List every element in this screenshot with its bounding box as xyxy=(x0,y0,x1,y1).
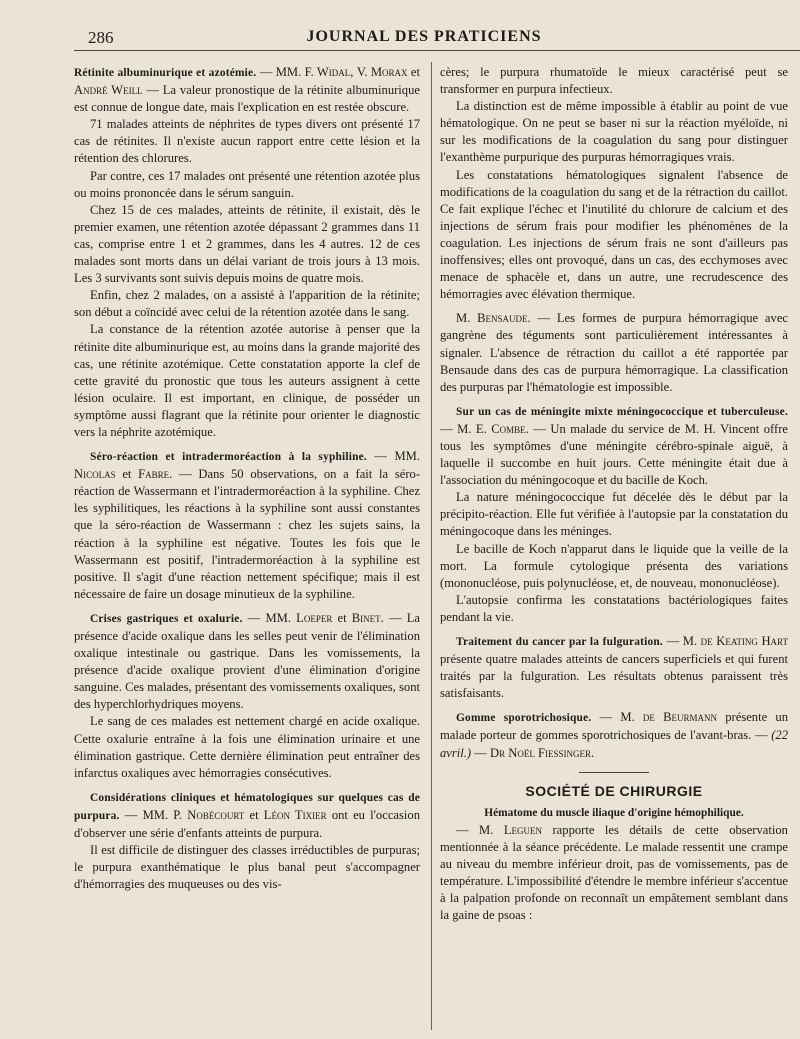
article-retinite: Rétinite albuminurique et azotémie. — MM. F. Widal, V. Morax et André Weill — La valeur pronostique de la rétinite albuminurique est connue de longue date, mais l'explication en est restée obscure. xyxy=(74,65,420,115)
article-authors: MM. Nicolas xyxy=(74,449,420,482)
article-heading: Rétinite albuminurique et azotémie. xyxy=(74,67,257,79)
article-authors: MM. F. Widal, xyxy=(275,65,354,79)
article-hematome: — M. Leguen rapporte les détails de cette observation mentionnée à la séance précédente. Le malade ressentit une crampe au niveau du membre inférieur droit, pas de vomissements, pas de température. L'impossibilité d'étendre le membre inférieur s'accentue à la palpation profonde on reconnaît un empâtement semblant dans la gaine de psoas : xyxy=(440,822,788,923)
article-authors: M. de Keating Hart xyxy=(682,634,788,648)
paragraph: La nature méningococcique fut décelée dès le début par la précipito-réaction. Elle fut vérifiée à l'autopsie par la constatation du méningocoque dans les méninges. xyxy=(440,490,788,539)
article-heading: Considérations cliniques et hématologiques sur quelques cas de purpura. xyxy=(74,791,420,822)
article-authors: M. E. Combe. xyxy=(457,421,529,436)
section-rule xyxy=(579,772,649,773)
article-authors: M. Bensaude. xyxy=(456,311,531,326)
article-text: Dans 50 observations, on a fait la séro-réaction de Wassermann et l'intradermoréaction à la syphiline. Chez les syphilitiques, les réactions à la syphiline sont aussi constantes que la séro-réaction de Wassermann : chez les sujets sains, la réaction à la syphiline est négative. Toutes les fois que le Wassermann est positif, l'intradermoréaction à la syphiline est positive. Il s'agit d'une réaction nettement spécifique; mais il est nécessaire de faire un dosage minutieux de la syphiline. xyxy=(74,467,421,601)
paragraph: Par contre, ces 17 malades ont présenté une rétention azotée plus ou moins prononcée dans le sérum sanguin. xyxy=(74,168,420,200)
article-text: rapporte les détails de cette observation mentionnée à la séance précédente. Le malade ressentit une crampe au niveau du membre inférieur droit, pas de vomissements, pas de température. L'impossibilité d'étendre le membre inférieur s'accentue à la palpation profonde on reconnaît un empâtement semblant dans la gaine de psoas : xyxy=(440,822,788,923)
signature: Dr Noël Fiessinger. xyxy=(490,745,595,760)
article-text: présente un malade porteur de gommes sporotrichosiques de l'avant-bras. xyxy=(440,710,788,743)
article-authors: MM. P. Nobécourt xyxy=(142,807,245,822)
paragraph: Chez 15 de ces malades, atteints de rétinite, il existait, dès le premier examen, une rétention azotée dépassant 2 grammes dans 11 cas, comprise entre 1 et 2 grammes, dans les 4 autres. 12 de ces malades sont morts dans un délai variant de trois jours à 13 mois. Les 3 survivants sont suivis depuis moins de quatre mois. xyxy=(74,202,420,286)
paragraph: La constance de la rétention azotée autorise à penser que la rétinite dite albuminurique est, au moins dans la grande majorité des cas, une rétinite azotémique. Cette constatation apporte la clef de cette gravité du pronostic que tous les auteurs assignent à cette lésion oculaire. Il est important, en clinique, de posséder un symptôme aussi flagrant que la rétinite pour orienter le diagnostic vers la néphrite azotémique. xyxy=(74,322,420,439)
paragraph: 71 malades atteints de néphrites de types divers ont présenté 17 cas de rétinites. Il n'existe aucun rapport entre cette lésion et la rétention des chlorures. xyxy=(74,117,420,166)
section-header xyxy=(440,772,788,801)
paragraph: La distinction est de même impossible à établir au point de vue hématologique. On ne peut se baser ni sur la réaction myéloïde, ni sur les modifications de la coagulation du sang pour distinguer l'exanthème purpurique des purpuras hémorragiques vrais. xyxy=(440,99,788,165)
article-authors: M. de Beurmann xyxy=(620,710,718,725)
article-fulguration: Traitement du cancer par la fulguration. — M. de Keating Hart présente quatre malades atteints de cancers superficiels et qui furent traités par la fulguration. Les résultats obtenus paraissent très satisfaisants. xyxy=(440,634,788,701)
article-authors: Binet. xyxy=(351,610,384,625)
header-rule xyxy=(74,50,800,51)
article-heading: Séro-réaction et intradermoréaction à la syphiline. xyxy=(90,451,367,464)
article-meningite: Sur un cas de méningite mixte méningococcique et tuberculeuse. — M. E. Combe. — Un malade du service de M. H. Vincent offre tous les symptômes d'une méningite cérébro-spinale aiguë, à laquelle il succombe en huit jours. Cette méningite était due à l'association du méningocoque et du bacille de Koch. xyxy=(440,405,788,488)
article-text: La valeur pronostique de la rétinite albuminurique est connue de longue date, mais l'explication en est restée obscure. xyxy=(74,83,420,115)
right-column xyxy=(440,64,788,924)
article-authors: André Weill xyxy=(74,83,143,98)
article-authors: Léon Tixier xyxy=(263,807,327,822)
bensaude-paragraph: M. Bensaude. — Les formes de purpura hémorragique avec gangrène des téguments sont particulièrement intéressantes à signaler. L'absence de rétraction du caillot a été rapportée par Bensaude dans des cas de purpura hémorragique. La classification des purpuras par l'hématologie est impossible. xyxy=(440,311,789,394)
article-heading: Gomme sporotrichosique. xyxy=(456,712,592,725)
article-crises-gastriques: Crises gastriques et oxalurie. — MM. Loeper et Binet. — La présence d'acide oxalique dans les selles peut venir de l'élimination oxalique intestinale ou gastrique. Dans les vomissements, la présence d'acide oxalique provient d'une élimination d'origine sanguine. Ces malades, présentant des vomissements oxaliques, sont des hyperchlorhydriques moyens. xyxy=(74,610,421,712)
article-text: Un malade du service de M. H. Vincent offre tous les symptômes d'une méningite cérébro-spinale aiguë, à laquelle il succombe en huit jours. Cette méningite était due à l'association du méningocoque et du bacille de Koch. xyxy=(440,421,788,488)
page-number: 286 xyxy=(88,28,114,47)
journal-title: JOURNAL DES PRATICIENS xyxy=(306,28,542,45)
article-date: (22 avril.) xyxy=(440,728,789,760)
left-column xyxy=(74,64,420,893)
paragraph: cères; le purpura rhumatoïde le mieux caractérisé peut se transformer en purpura infectieux. xyxy=(440,65,788,97)
article-authors: Fabre. xyxy=(138,467,173,482)
article-authors: M. Leguen xyxy=(479,822,543,837)
running-header xyxy=(74,26,774,50)
article-gomme: Gomme sporotrichosique. — M. de Beurmann présente un malade porteur de gommes sporotrichosiques de l'avant-bras. — (22 avril.) — Dr Noël Fiessinger. xyxy=(440,710,789,760)
paragraph: Le bacille de Koch n'apparut dans le liquide que la veille de la mort. La formule cytologique présenta des variations (mononucléose, puis polynucléose, et, de nouveau, mononucléose). xyxy=(440,541,788,590)
article-text: Les formes de purpura hémorragique avec gangrène des téguments sont particulièrement intéressantes à signaler. L'absence de rétraction du caillot a été rapportée par Bensaude dans des cas de purpura hémorragique. La classification des purpuras par l'hématologie est impossible. xyxy=(440,311,789,394)
article-authors: V. Morax xyxy=(356,65,408,79)
article-heading: Sur un cas de méningite mixte méningococcique et tuberculeuse. xyxy=(456,405,788,418)
article-heading: Traitement du cancer par la fulguration. xyxy=(456,636,663,648)
article-text: présente quatre malades atteints de cancers superficiels et qui furent traités par la fulguration. Les résultats obtenus paraissent très satisfaisants. xyxy=(440,652,788,701)
article-heading: Hématome du muscle iliaque d'origine hémophilique. xyxy=(484,806,744,819)
paragraph: Enfin, chez 2 malades, on a assisté à l'apparition de la rétinite; son début a coïncidé avec celui de la rétention azotée dans le sang. xyxy=(74,288,420,320)
paragraph: Les constatations hématologiques signalent l'absence de modifications de la coagulation du sang et de la rétraction du caillot. Ce fait explique l'échec et l'inutilité du chlorure de calcium et des injections de sérum frais pour modifier les phénomènes de la coagulation. Les injections de sérum frais ne sont d'ailleurs pas inoffensives; elles ont provoqué, dans un cas, des ecchymoses avec menace de sphacèle et, dans un autre, une recrudescence des hémorragies avec élévation thermique. xyxy=(440,167,788,302)
article-text: La présence d'acide oxalique dans les selles peut venir de l'élimination oxalique intestinale ou gastrique. Dans les vomissements, la présence d'acide oxalique provient d'une élimination d'origine sanguine. Ces malades, présentant des vomissements oxaliques, sont des hyperchlorhydriques moyens. xyxy=(74,610,421,712)
article-purpura: Considérations cliniques et hématologiques sur quelques cas de purpura. — MM. P. Nobécourt et Léon Tixier ont eu l'occasion d'observer une série d'enfants atteints de purpura. xyxy=(74,791,420,841)
paragraph: L'autopsie confirma les constatations bactériologiques faites pendant la vie. xyxy=(440,592,788,624)
article-heading: Crises gastriques et oxalurie. xyxy=(90,612,243,625)
paragraph: Le sang de ces malades est nettement chargé en acide oxalique. Cette oxalurie entraîne à la fois une élimination urinaire et une élimination gastrique. Cette dernière élimination peut entraîner des infarctus oxaliques avec hémorragies consécutives. xyxy=(74,714,420,780)
article-authors: MM. Loeper xyxy=(265,610,333,625)
section-title: SOCIÉTÉ DE CHIRURGIE xyxy=(525,782,703,799)
paragraph: Il est difficile de distinguer des classes irréductibles de purpuras; le purpura exanthématique le plus banal peut s'accompagner d'hémorragies des muqueuses ou des vis- xyxy=(74,843,420,892)
column-divider xyxy=(431,62,432,1030)
article-sero-reaction: Séro-réaction et intradermoréaction à la syphiline. — MM. Nicolas et Fabre. — Dans 50 observations, on a fait la séro-réaction de Wassermann et l'intradermoréaction à la syphiline. Chez les syphilitiques, les réactions à la syphiline sont aussi constantes que la séro-réaction de Wassermann : chez les sujets sains, la réaction à la syphiline est négative. Toutes les fois que le Wassermann est positif, l'intradermoréaction à la syphiline est positive. Il s'agit d'une réaction nettement spécifique; mais il est nécessaire de faire un dosage minutieux de la syphiline. xyxy=(74,449,421,601)
article-text: ont eu l'occasion d'observer une série d'enfants atteints de purpura. xyxy=(74,807,420,841)
